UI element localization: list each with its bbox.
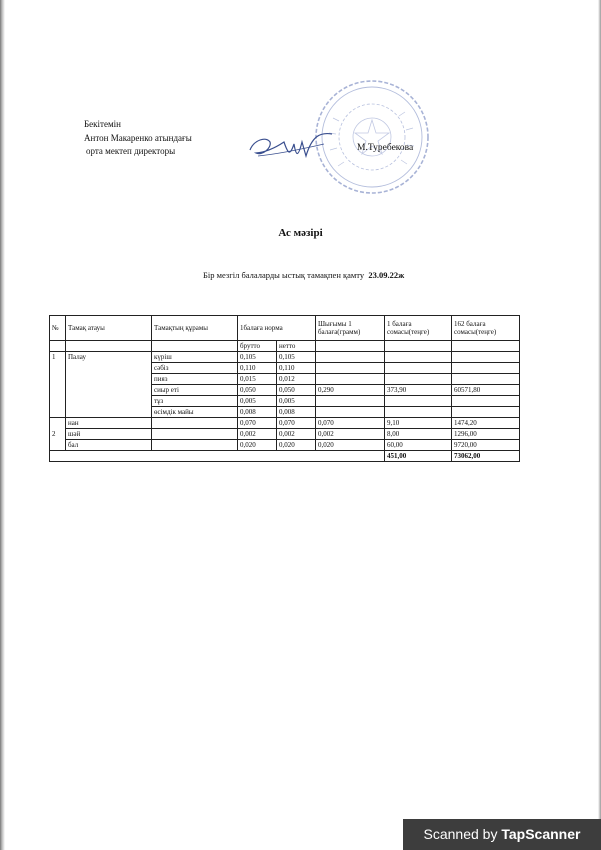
component-netto: 0,005 <box>277 396 316 407</box>
dish-1-yield: 0,290 <box>316 385 385 396</box>
item-cost-one: 8,00 <box>385 429 452 440</box>
menu-table <box>49 315 520 462</box>
item-netto: 0,002 <box>277 429 316 440</box>
item-brutto: 0,070 <box>238 418 277 429</box>
header-netto: нетто <box>277 341 316 352</box>
approval-line-1: Бекітемін <box>84 119 121 129</box>
item-netto: 0,070 <box>277 418 316 429</box>
component-name: күріш <box>152 352 238 363</box>
dish-1-cost-one: 373,90 <box>385 385 452 396</box>
item-name: бал <box>66 440 152 451</box>
item-yield: 0,070 <box>316 418 385 429</box>
component-netto: 0,050 <box>277 385 316 396</box>
header-norm: 1балаға норма <box>238 316 316 341</box>
component-brutto: 0,015 <box>238 374 277 385</box>
document-title: Ас мәзірі <box>278 227 323 239</box>
approval-line-3: орта мектеп директоры <box>86 146 176 156</box>
dish-1-cost-all: 60571,80 <box>452 385 520 396</box>
component-name: тұз <box>152 396 238 407</box>
component-netto: 0,008 <box>277 407 316 418</box>
table-row <box>50 352 520 363</box>
table-row <box>50 418 520 429</box>
item-cost-all: 1296,00 <box>452 429 520 440</box>
subtitle-text: Бір мезгіл балаларды ыстық тамақпен қамту <box>203 270 365 280</box>
table-header-row <box>50 316 520 341</box>
scanner-watermark-badge <box>403 819 601 850</box>
header-composition: Тамақтың құрамы <box>152 316 238 341</box>
item-brutto: 0,020 <box>238 440 277 451</box>
component-brutto: 0,110 <box>238 363 277 374</box>
scanner-brand: TapScanner <box>501 826 581 842</box>
component-brutto: 0,105 <box>238 352 277 363</box>
item-cost-one: 60,00 <box>385 440 452 451</box>
table-row <box>50 440 520 451</box>
component-name: пияз <box>152 374 238 385</box>
director-signature <box>228 126 348 166</box>
item-netto: 0,020 <box>277 440 316 451</box>
component-brutto: 0,008 <box>238 407 277 418</box>
component-brutto: 0,005 <box>238 396 277 407</box>
component-name: сәбіз <box>152 363 238 374</box>
header-cost-one: 1 балаға сомасы(теңге) <box>385 316 452 341</box>
dish-2-num: 2 <box>50 418 66 451</box>
component-brutto: 0,050 <box>238 385 277 396</box>
item-name: нан <box>66 418 152 429</box>
approval-line-2: Антон Макаренко атындағы <box>84 132 192 143</box>
scan-edge-left <box>0 0 5 850</box>
total-cost-one: 451,00 <box>385 451 452 462</box>
totals-row <box>50 451 520 462</box>
table-row <box>50 429 520 440</box>
header-cost-all: 162 балаға сомасы(теңге) <box>452 316 520 341</box>
component-name: сиыр еті <box>152 385 238 396</box>
approval-block <box>84 118 192 159</box>
item-name: шәй <box>66 429 152 440</box>
dish-1-num: 1 <box>50 352 66 418</box>
header-dish-name: Тамақ атауы <box>66 316 152 341</box>
item-cost-all: 9720,00 <box>452 440 520 451</box>
item-cost-all: 1474,20 <box>452 418 520 429</box>
component-netto: 0,110 <box>277 363 316 374</box>
item-yield: 0,002 <box>316 429 385 440</box>
document-subtitle <box>203 270 404 280</box>
table-subheader-row <box>50 341 520 352</box>
director-name: М.Туребекова <box>357 143 414 153</box>
header-brutto: брутто <box>238 341 277 352</box>
header-num: № <box>50 316 66 341</box>
total-cost-all: 73062,00 <box>452 451 520 462</box>
component-netto: 0,105 <box>277 352 316 363</box>
item-brutto: 0,002 <box>238 429 277 440</box>
dish-1-name: Палау <box>66 352 152 418</box>
scanner-prefix: Scanned by <box>423 826 498 842</box>
item-cost-one: 9,10 <box>385 418 452 429</box>
component-name: өсімдік майы <box>152 407 238 418</box>
component-netto: 0,012 <box>277 374 316 385</box>
header-yield: Шығымы 1 балаға(грамм) <box>316 316 385 341</box>
item-yield: 0,020 <box>316 440 385 451</box>
subtitle-date: 23.09.22ж <box>368 270 405 280</box>
